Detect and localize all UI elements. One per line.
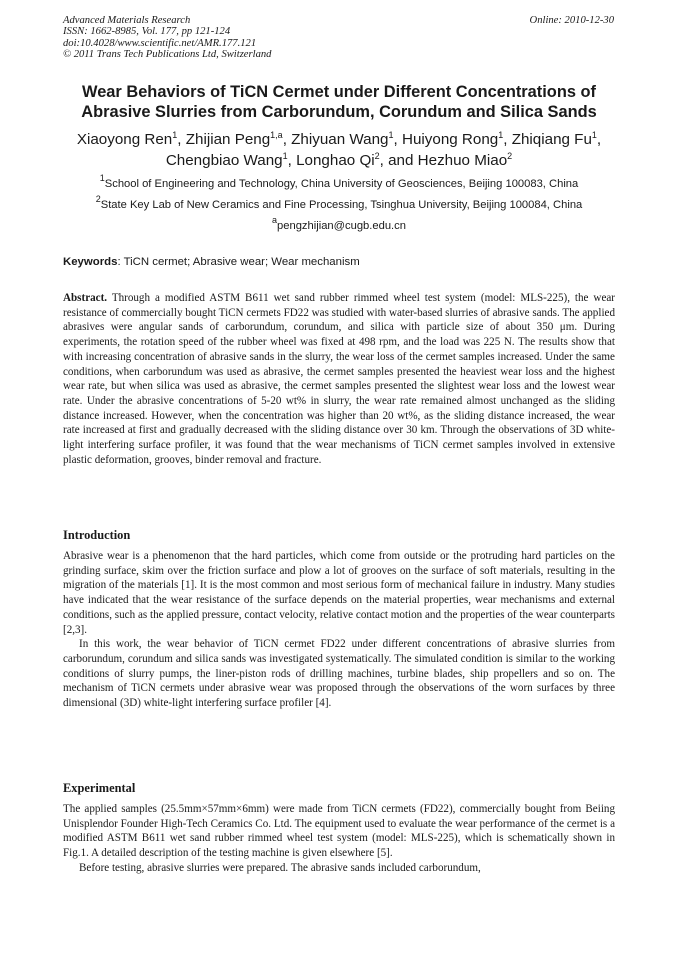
keywords-label: Keywords [63, 256, 118, 268]
experimental-paragraph-1: The applied samples (25.5mm×57mm×6mm) were made from TiCN cermets (FD22), commercially bought from Beiing Unisplendor Founder High-Tech Ceramics Co. Ltd. The equipment used to evaluate the wear performance of the cermet is a modified ASTM B611 wet sand rubber rimmed wheel test system (model: MLS-225), which is schematically shown in Fig.1. A detailed description of the testing machine is given elsewhere [5]. [63, 803, 615, 860]
affiliation-text: State Key Lab of New Ceramics and Fine Processing, Tsinghua University, Beijing 100084, China [100, 199, 583, 211]
email-address: pengzhijian@cugb.edu.cn [277, 220, 406, 232]
author-name: Huiyong Rong [401, 131, 499, 148]
author-name: Longhao Qi [296, 152, 375, 169]
introduction-body [63, 549, 615, 711]
author-sup: 1 [498, 130, 504, 140]
author-sup: 1 [388, 130, 394, 140]
author-sup: 1 [591, 130, 597, 140]
experimental-paragraph-2: Before testing, abrasive slurries were prepared. The abrasive sands included carborundum, [79, 861, 481, 874]
experimental-body [63, 802, 615, 876]
affiliation-2 [40, 194, 638, 212]
email-line [40, 215, 638, 233]
affiliation-text: School of Engineering and Technology, China University of Geosciences, Beijing 100083, China [104, 178, 579, 190]
affiliation-sup: 1 [99, 173, 105, 183]
author-list [40, 129, 638, 171]
author-name: Zhiqiang Fu [511, 131, 592, 148]
keywords [63, 255, 360, 269]
introduction-paragraph-1: Abrasive wear is a phenomenon that the hard particles, which come from outside or the protruding hard particles on the grinding surface, skim over the friction surface and plow a lot of grooves on the surface of soft materials, resulting in the migration of the materials [1]. It is the most common and most serious form of mechanical failure in industry. Many studies have indicated that the wear resistance of the surface depends on the material properties, wear mechanisms and external conditions, such as the applied pressure, contact velocity, relative contact motion and the properties of the wear counterparts [2,3]. [63, 550, 615, 636]
abstract-label: Abstract. [63, 292, 108, 304]
author-name: Hezhuo Miao [417, 152, 508, 169]
abstract [63, 291, 615, 467]
author-line-1: Xiaoyong Ren$^1$, Zhijian Peng$^{1,a}$, Zhiyuan Wang$^1$, Huiyong Rong$^1$, Zhiqiang Fu$^1$, [76, 130, 602, 148]
author-name: Xiaoyong Ren [76, 131, 173, 148]
doi-line: doi:10.4028/www.scientific.net/AMR.177.121 [63, 37, 257, 49]
author-name: Zhiyuan Wang [291, 131, 389, 148]
author-line-2: Chengbiao Wang$^1$, Longhao Qi$^2$, and Hezhuo Miao$^2$ [165, 151, 513, 169]
copyright-line: © 2011 Trans Tech Publications Ltd, Switzerland [63, 49, 272, 61]
author-sup: 1 [172, 130, 178, 140]
introduction-heading: Introduction [63, 528, 131, 542]
title-line-2: Abrasive Slurries from Carborundum, Corundum and Silica Sands [81, 103, 597, 121]
author-name: Chengbiao Wang [165, 152, 283, 169]
abstract-text: Through a modified ASTM B611 wet sand rubber rimmed wheel test system (model: MLS-225), the wear resistance of commercially bought TiCN cermets FD22 was studied with water-based slurries of abrasive sands. The applied abrasives were angular sands of carborundum, corundum, and silica with particle size of about 350 μm. During experiments, the rotation speed of the rubber wheel was fixed at 498 rpm, and the load was 225 N. The results show that with increasing concentration of abrasive sands in the slurry, the wear loss of the cermet samples increased. Under the same conditions, when carborundum was used as abrasive, the cermet samples presented the heaviest wear loss and the highest wear rate, but when silica was used as abrasive, the cermet samples presented the slightest wear loss and the lowest wear rate. Under the abrasive concentrations of 5-20 wt% in slurry, the wear rate remained almost unchanged as the sliding distance increased. However, when the concentration was higher than 20 wt%, as the sliding distance increased, the wear rate increased at first and gradually decreased with the sliding distance over 30 km. Through the observations of 3D white-light interfering surface profiler, it was found that the wear mechanisms of TiCN cermet samples involved in extensive plastic deformation, grooves, binder removal and fracture. [63, 292, 615, 466]
journal-header [63, 15, 271, 61]
title-line-1: Wear Behaviors of TiCN Cermet under Different Concentrations of [82, 83, 596, 101]
author-sup: 1,a [270, 130, 283, 140]
affiliation-1 [40, 173, 638, 191]
keywords-text: : TiCN cermet; Abrasive wear; Wear mechanism [117, 256, 360, 268]
introduction-paragraph-2: In this work, the wear behavior of TiCN cermet FD22 under different concentrations of abrasive slurries from carborundum, corundum and silica sands was investigated systematically. The simulated condition is similar to the working conditions of slurry pumps, the liner-piston rods of drilling machines, turbine blades, ship propellers and so on. The mechanism of TiCN cermets under abrasive wear was proposed through the observations of the worn surfaces by three dimensional (3D) white-light interfering surface profiler [4]. [63, 638, 615, 710]
paper-title [40, 82, 638, 122]
author-sup: 2 [507, 151, 513, 161]
journal-name: Advanced Materials Research [63, 15, 191, 26]
email-sup: a [272, 215, 278, 225]
author-sup: 1 [282, 151, 288, 161]
online-date: Online: 2010-12-30 [529, 15, 614, 26]
experimental-heading: Experimental [63, 781, 136, 795]
issn-line: ISSN: 1662-8985, Vol. 177, pp 121-124 [63, 26, 231, 38]
affiliation-sup: 2 [95, 194, 101, 204]
author-sup: 2 [374, 151, 380, 161]
author-name: Zhijian Peng [185, 131, 271, 148]
